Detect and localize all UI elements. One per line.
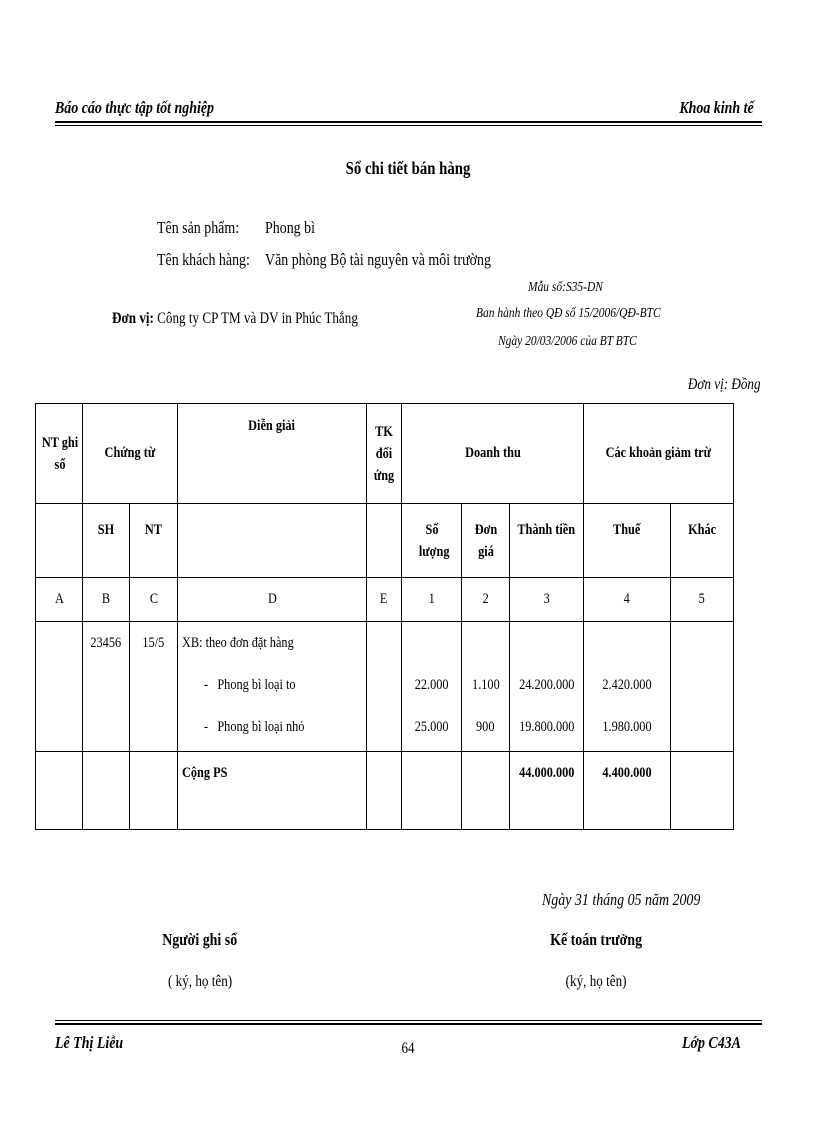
signer-right-title: Kế toán trưởng: [550, 930, 642, 949]
code-cell: 1: [402, 578, 462, 622]
page-title: Sổ chi tiết bán hàng: [345, 158, 471, 178]
total-row: [36, 752, 734, 830]
currency-unit: Đơn vị: Đồng: [688, 376, 761, 393]
header-thue: Thuế: [584, 504, 671, 578]
header-thanh-tien: Thành tiền: [510, 504, 584, 578]
header-tk-doi-ung: TK đối ứng: [367, 404, 402, 504]
header-rule: [55, 121, 762, 123]
entry-tax: 2.420.000 1.980.000: [584, 622, 671, 752]
unit-line: [112, 310, 412, 328]
header-khac: Khác: [671, 504, 734, 578]
unit-label: Đơn vị:: [112, 310, 154, 327]
entry-item-nho: - Phong bì loại nhỏ: [204, 719, 305, 735]
header-empty: [36, 504, 83, 578]
code-cell: 2: [462, 578, 510, 622]
header-empty: [367, 504, 402, 578]
sales-ledger-table: [35, 403, 734, 830]
total-empty: [367, 752, 402, 830]
code-cell: B: [83, 578, 130, 622]
header-chung-tu: Chứng từ: [83, 404, 178, 504]
total-empty: [83, 752, 130, 830]
total-empty: [130, 752, 178, 830]
signer-right-note: (ký, họ tên): [565, 973, 627, 990]
header-empty: [178, 504, 367, 578]
header-don-gia: Đơn giá: [462, 504, 510, 578]
header-dien-giai: Diễn giải: [178, 404, 367, 504]
total-empty: [402, 752, 462, 830]
unit-value: Công ty CP TM và DV in Phúc Thắng: [157, 310, 358, 327]
entry-nt-ghi-so: [36, 622, 83, 752]
header-rule-thin: [55, 125, 762, 126]
entry-other: [671, 622, 734, 752]
code-row: [36, 578, 734, 622]
header-nt-ghi-so: NT ghi sổ: [36, 404, 83, 504]
total-amount: 44.000.000: [510, 752, 584, 830]
total-empty: [671, 752, 734, 830]
code-cell: A: [36, 578, 83, 622]
code-cell: 3: [510, 578, 584, 622]
header-row-1: [36, 404, 734, 504]
entry-amount: 24.200.000 19.800.000: [510, 622, 584, 752]
customer-value: Văn phòng Bộ tài nguyên và môi trường: [265, 250, 491, 269]
footer-class: Lớp C43A: [682, 1033, 741, 1052]
footer-author: Lê Thị Liễu: [55, 1033, 124, 1052]
entry-item-to: - Phong bì loại to: [204, 677, 296, 693]
code-cell: C: [130, 578, 178, 622]
signer-left-note: ( ký, họ tên): [167, 973, 233, 990]
entry-price: 1.100 900: [462, 622, 510, 752]
signer-left-title: Người ghi sổ: [162, 930, 238, 949]
header-so-luong: Số lượng: [402, 504, 462, 578]
footer-rule: [55, 1023, 762, 1025]
code-cell: 5: [671, 578, 734, 622]
footer-rule-thin: [55, 1020, 762, 1021]
entry-tk: [367, 622, 402, 752]
code-cell: 4: [584, 578, 671, 622]
code-cell: E: [367, 578, 402, 622]
form-date: Ngày 20/03/2006 của BT BTC: [498, 334, 637, 349]
entry-row: [36, 622, 734, 752]
entry-qty: 22.000 25.000: [402, 622, 462, 752]
header-row-2: [36, 504, 734, 578]
entry-sh: 23456: [83, 622, 130, 752]
header-sh: SH: [83, 504, 130, 578]
product-value: Phong bì: [265, 218, 315, 237]
form-number: Mẫu số:S35-DN: [528, 280, 603, 295]
header-nt: NT: [130, 504, 178, 578]
page-number: 64: [401, 1040, 415, 1057]
header-giam-tru: Các khoản giảm trừ: [584, 404, 734, 504]
header-doanh-thu: Doanh thu: [402, 404, 584, 504]
form-issued-by: Ban hành theo QĐ số 15/2006/QĐ-BTC: [476, 306, 661, 321]
total-tax: 4.400.000: [584, 752, 671, 830]
product-label: Tên sản phẩm:: [157, 218, 240, 237]
header-left: Báo cáo thực tập tốt nghiệp: [55, 98, 214, 117]
entry-description: XB: theo đơn đặt hàng - Phong bì loại to - Phong bì loại nhỏ: [178, 622, 367, 752]
total-empty: [462, 752, 510, 830]
customer-label: Tên khách hàng:: [157, 250, 250, 269]
header-right: Khoa kinh tế: [679, 98, 754, 117]
code-cell: D: [178, 578, 367, 622]
entry-nt: 15/5: [130, 622, 178, 752]
signature-date: Ngày 31 tháng 05 năm 2009: [542, 890, 701, 909]
total-empty: [36, 752, 83, 830]
total-label: Cộng PS: [178, 752, 367, 830]
